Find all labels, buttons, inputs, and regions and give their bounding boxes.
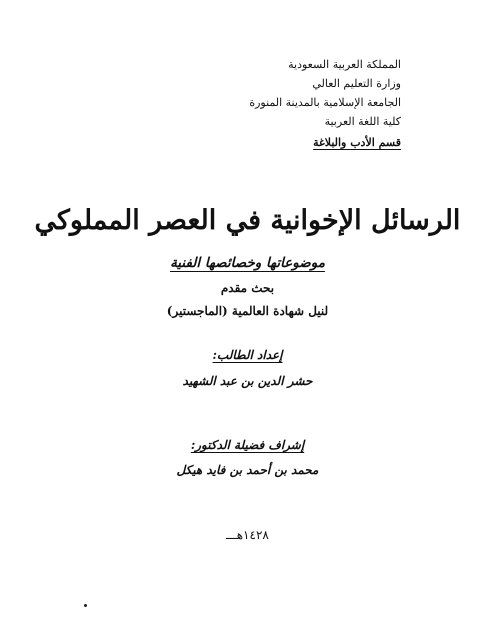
degree-line: لنيل شهادة العالمية (الماجستير) [166,304,329,318]
header-country: المملكة العربية السعودية [288,58,401,71]
research-label: بحث مقدم [220,281,275,295]
institution-header [249,55,401,152]
supervisor-name: محمد بن أحمد بن فايد هيكل [176,463,319,477]
thesis-title: الرسائل الإخوانية في العصر المملوكي [34,205,461,236]
page-dot [84,604,87,607]
supervisor-label: إشراف فضيلة الدكتور: [190,438,305,452]
student-name: حشر الدين بن عبد الشهيد [182,374,313,388]
student-label: إعداد الطالب: [212,348,283,362]
header-ministry: وزارة التعليم العالي [312,77,401,90]
header-college: كلية اللغة العربية [324,115,401,128]
thesis-subtitle: موضوعاتها وخصائصها الفنية [170,255,325,271]
year: ١٤٢٨هـــ [226,528,269,542]
header-university: الجامعة الإسلامية بالمدينة المنورة [249,96,401,109]
header-department: قسم الأدب والبلاغة [313,136,401,149]
